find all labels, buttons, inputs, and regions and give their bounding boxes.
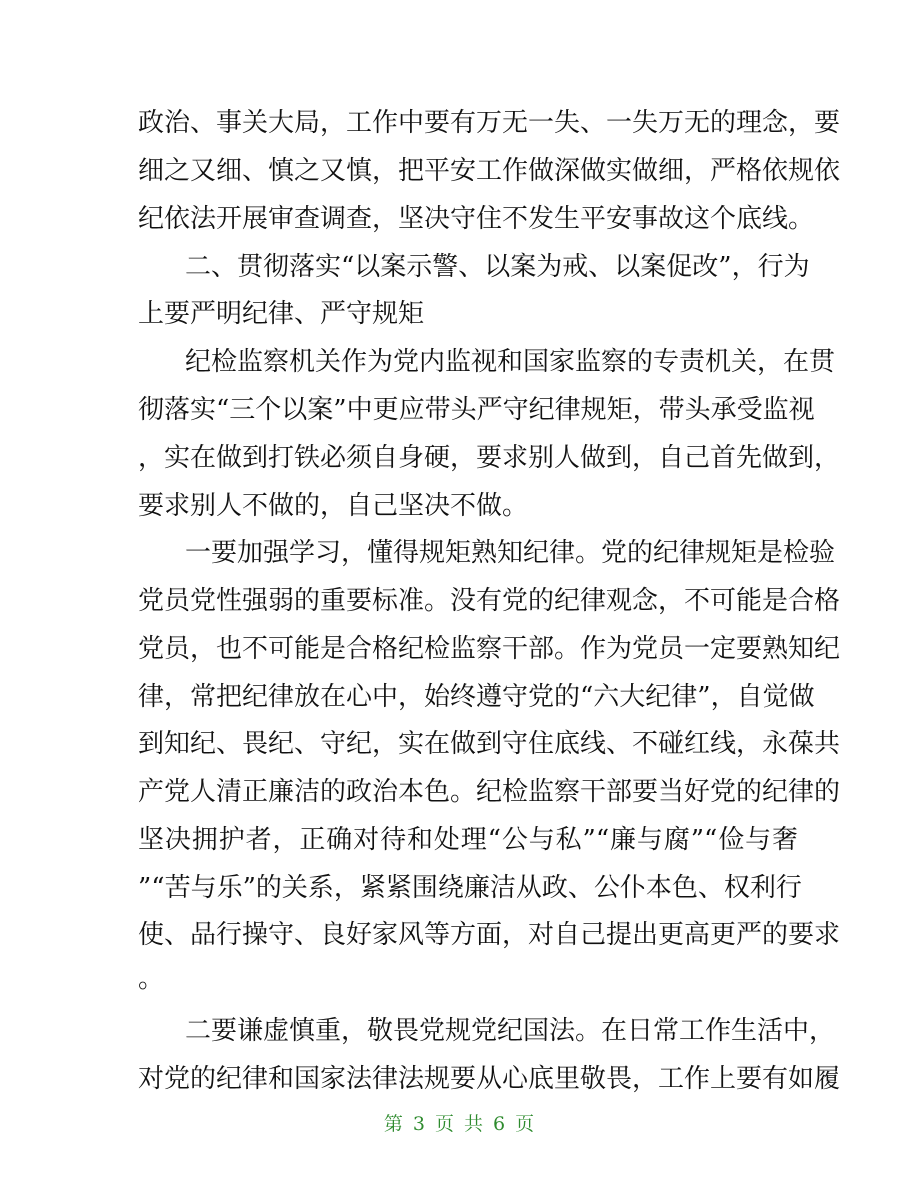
text-line: 坚决拥护者，正确对待和处理“公与私”“廉与腐”“俭与奢 — [138, 825, 798, 855]
text-line: 使、品行操守、良好家风等方面，对自己提出更高更严的要求 — [138, 920, 841, 950]
text-line: 。 — [138, 964, 165, 994]
section-heading-line: 上要严明纪律、严守规矩 — [138, 299, 425, 329]
text-line: 产党人清正廉洁的政治本色。纪检监察干部要当好党的纪律的 — [138, 777, 841, 807]
text-line: 一要加强学习，懂得规矩熟知纪律。党的纪律规矩是检验 — [185, 538, 836, 568]
text-line: 到知纪、畏纪、守纪，实在做到守住底线、不碰红线，永葆共 — [138, 729, 841, 759]
text-line: ，实在做到打铁必须自身硬，要求别人做到，自己首先做到， — [138, 443, 841, 473]
text-line: 细之又细、慎之又慎，把平安工作做深做实做细，严格依规依 — [138, 156, 841, 186]
text-line: 党员，也不可能是合格纪检监察干部。作为党员一定要熟知纪 — [138, 634, 841, 664]
text-line: 彻落实“三个以案”中更应带头严守纪律规矩，带头承受监视 — [138, 395, 815, 425]
text-line: 党员党性强弱的重要标准。没有党的纪律观念，不可能是合格 — [138, 586, 841, 616]
text-line: 律，常把纪律放在心中，始终遵守党的“六大纪律”，自觉做 — [138, 682, 815, 712]
text-line: 二要谦虚慎重，敬畏党规党纪国法。在日常工作生活中， — [185, 1016, 836, 1046]
text-line: 要求别人不做的，自己坚决不做。 — [138, 491, 529, 521]
text-line: 纪依法开展审查调查，坚决守住不发生平安事故这个底线。 — [138, 204, 815, 234]
text-line: ”“苦与乐”的关系，紧紧围绕廉洁从政、公仆本色、权利行 — [138, 873, 802, 903]
page-number-footer: 第 3 页 共 6 页 — [383, 1113, 537, 1135]
text-line: 政治、事关大局，工作中要有万无一失、一失万无的理念，要 — [138, 108, 841, 138]
text-line: 纪检监察机关作为党内监视和国家监察的专责机关，在贯 — [185, 347, 836, 377]
text-line: 对党的纪律和国家法律法规要从心底里敬畏，工作上要有如履 — [138, 1064, 841, 1094]
section-heading-line: 二、贯彻落实“以案示警、以案为戒、以案促改”，行为 — [185, 252, 810, 282]
